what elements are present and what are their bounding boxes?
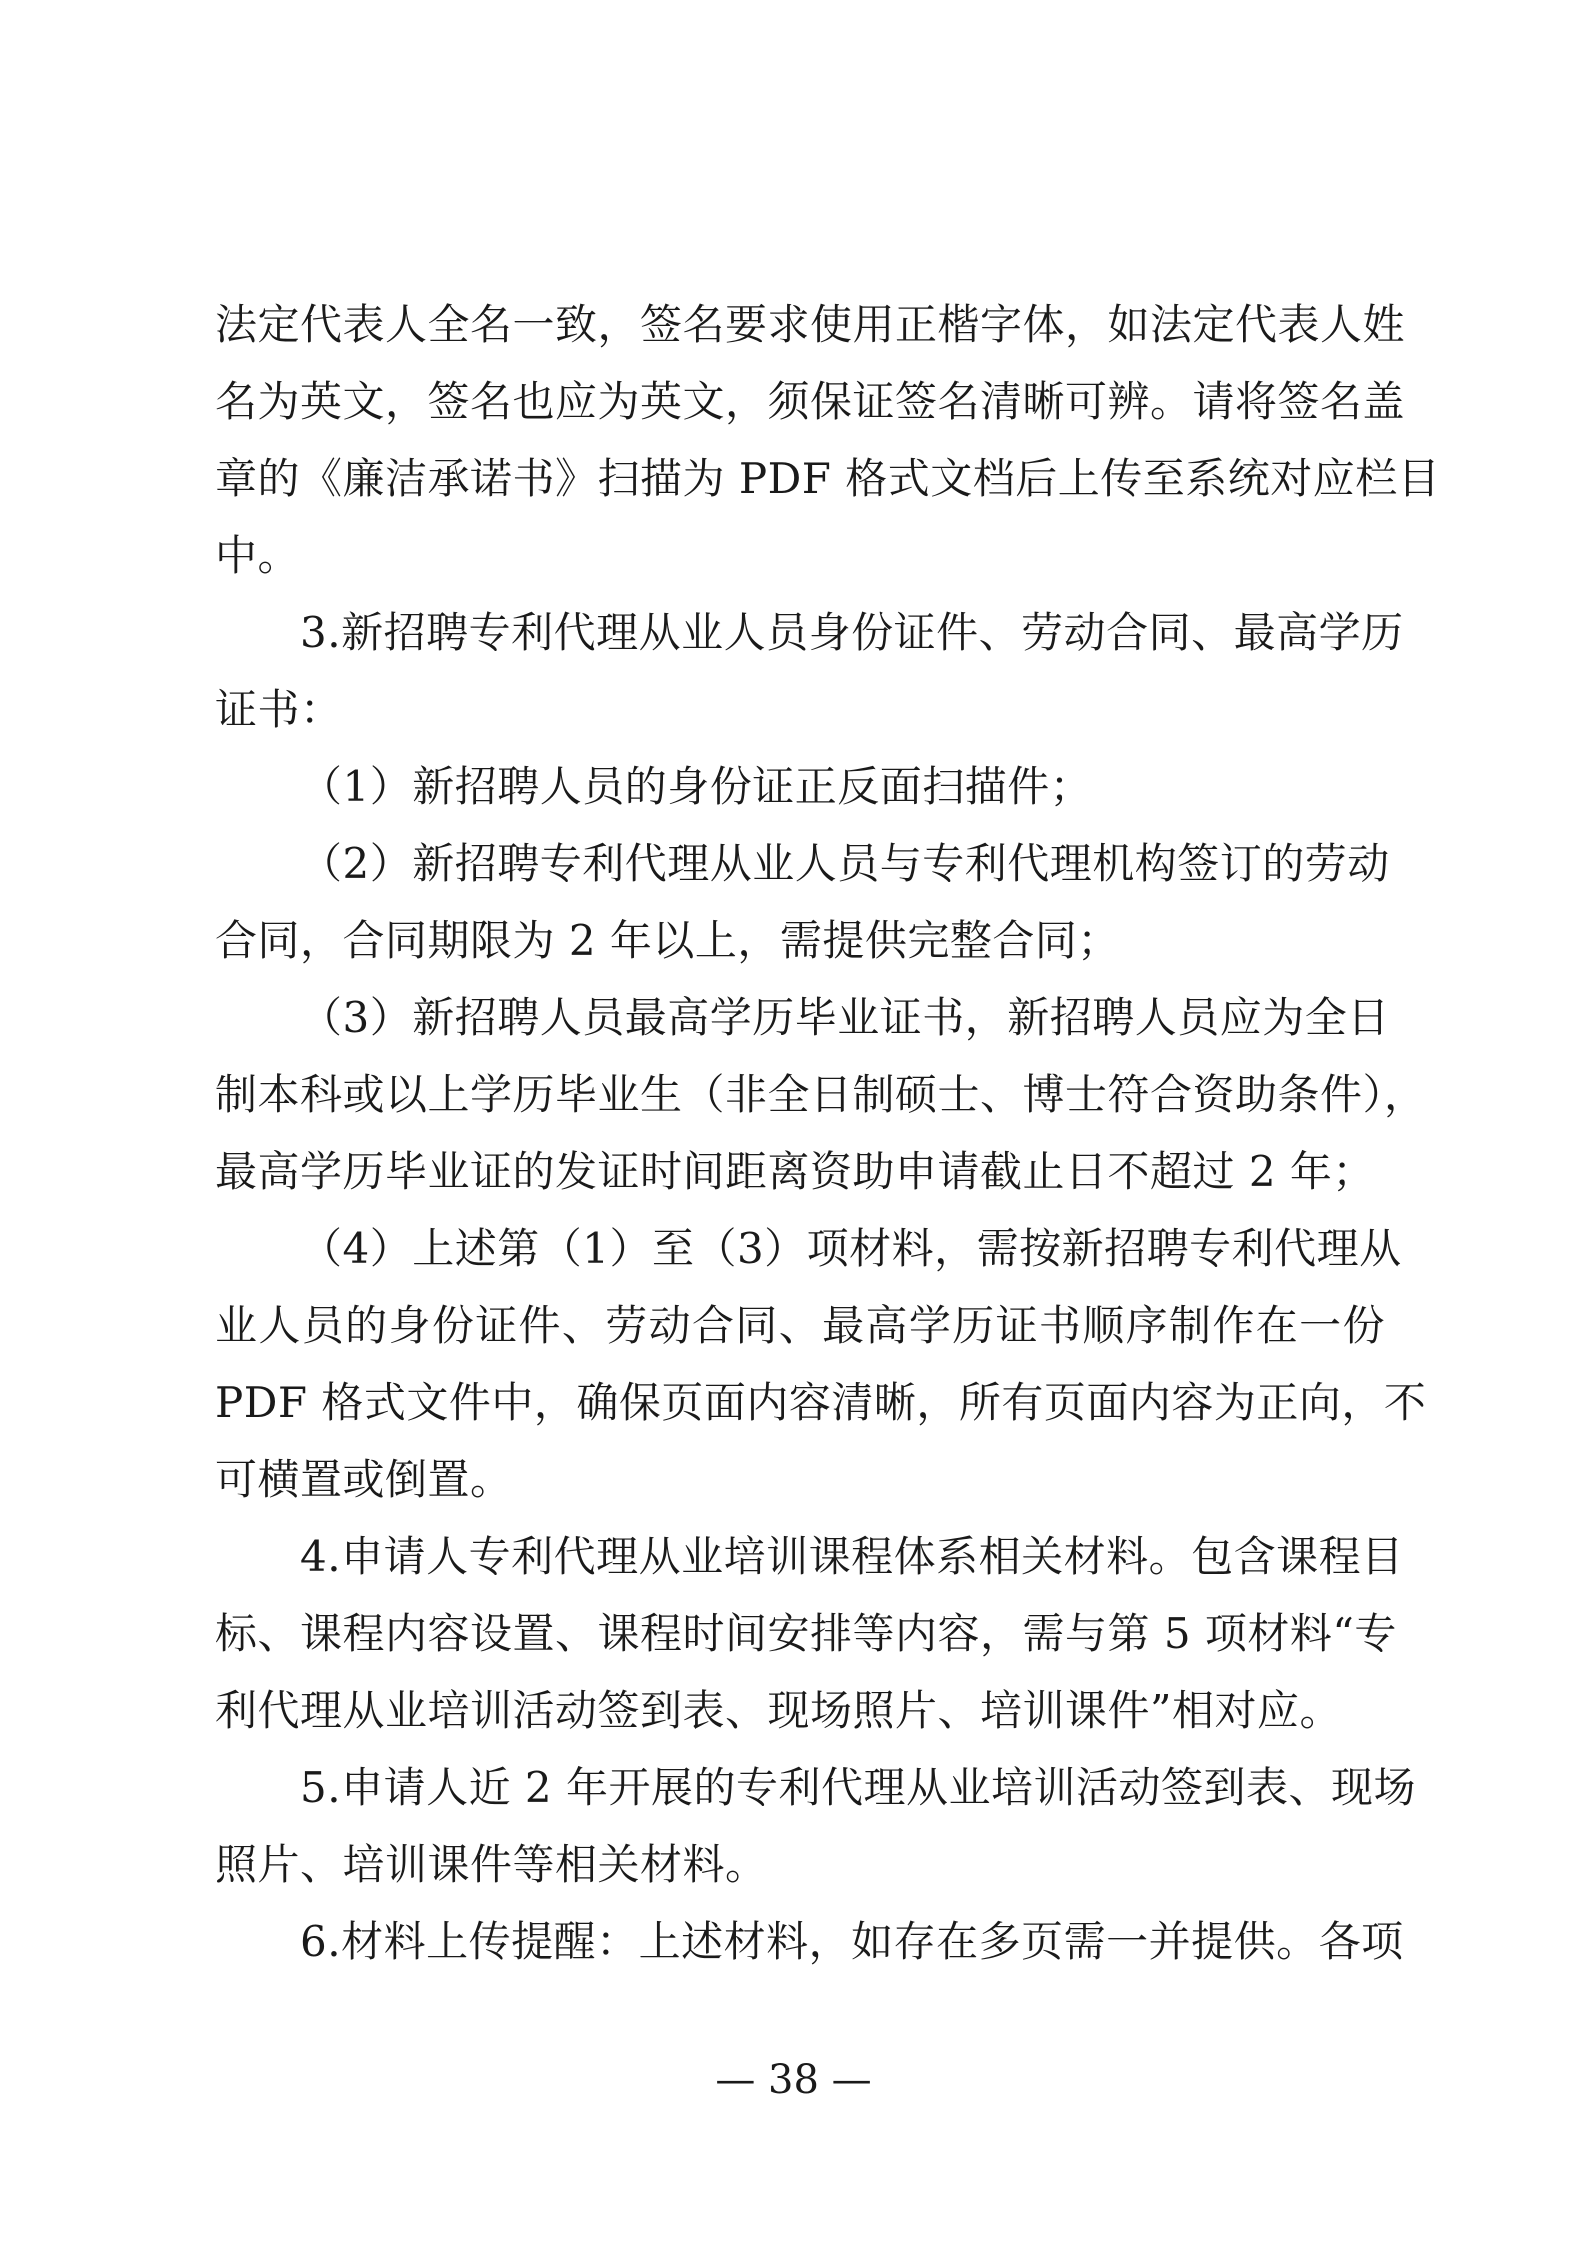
text-line: 法定代表人全名一致，签名要求使用正楷字体，如法定代表人姓 — [215, 300, 1406, 349]
text-line: 证书： — [215, 685, 343, 734]
text-line: 业人员的身份证件、劳动合同、最高学历证书顺序制作在一份 — [215, 1301, 1385, 1350]
text-line: 最高学历毕业证的发证时间距离资助申请截止日不超过 2 年； — [215, 1147, 1375, 1196]
text-line: 标、课程内容设置、课程时间安排等内容，需与第 5 项材料“专 — [215, 1609, 1397, 1658]
text-line: （1）新招聘人员的身份证正反面扫描件； — [300, 762, 1093, 811]
text-line: 合同，合同期限为 2 年以上，需提供完整合同； — [215, 916, 1120, 965]
page-number: — 38 — — [715, 2057, 872, 2103]
text-line: 中。 — [215, 531, 301, 580]
text-line: 可横置或倒置。 — [215, 1455, 513, 1504]
text-line: 章的《廉洁承诺书》扫描为 PDF 格式文档后上传至系统对应栏目 — [215, 454, 1441, 503]
text-line: 5.申请人近 2 年开展的专利代理从业培训活动签到表、现场 — [300, 1763, 1416, 1812]
text-line: 6.材料上传提醒：上述材料，如存在多页需一并提供。各项 — [300, 1917, 1404, 1966]
text-line: 名为英文，签名也应为英文，须保证签名清晰可辨。请将签名盖 — [215, 377, 1406, 426]
text-line: （3）新招聘人员最高学历毕业证书，新招聘人员应为全日 — [300, 993, 1390, 1042]
text-line: 制本科或以上学历毕业生（非全日制硕士、博士符合资助条件）， — [215, 1070, 1427, 1119]
text-line: 利代理从业培训活动签到表、现场照片、培训课件”相对应。 — [215, 1686, 1342, 1735]
text-line: PDF 格式文件中，确保页面内容清晰，所有页面内容为正向，不 — [215, 1378, 1427, 1427]
text-line: 照片、培训课件等相关材料。 — [215, 1840, 768, 1889]
text-line: 4.申请人专利代理从业培训课程体系相关材料。包含课程目 — [300, 1532, 1404, 1581]
text-line: （2）新招聘专利代理从业人员与专利代理机构签订的劳动 — [300, 839, 1390, 888]
text-line: 3.新招聘专利代理从业人员身份证件、劳动合同、最高学历 — [300, 608, 1404, 657]
text-line: （4）上述第（1）至（3）项材料，需按新招聘专利代理从 — [300, 1224, 1402, 1273]
